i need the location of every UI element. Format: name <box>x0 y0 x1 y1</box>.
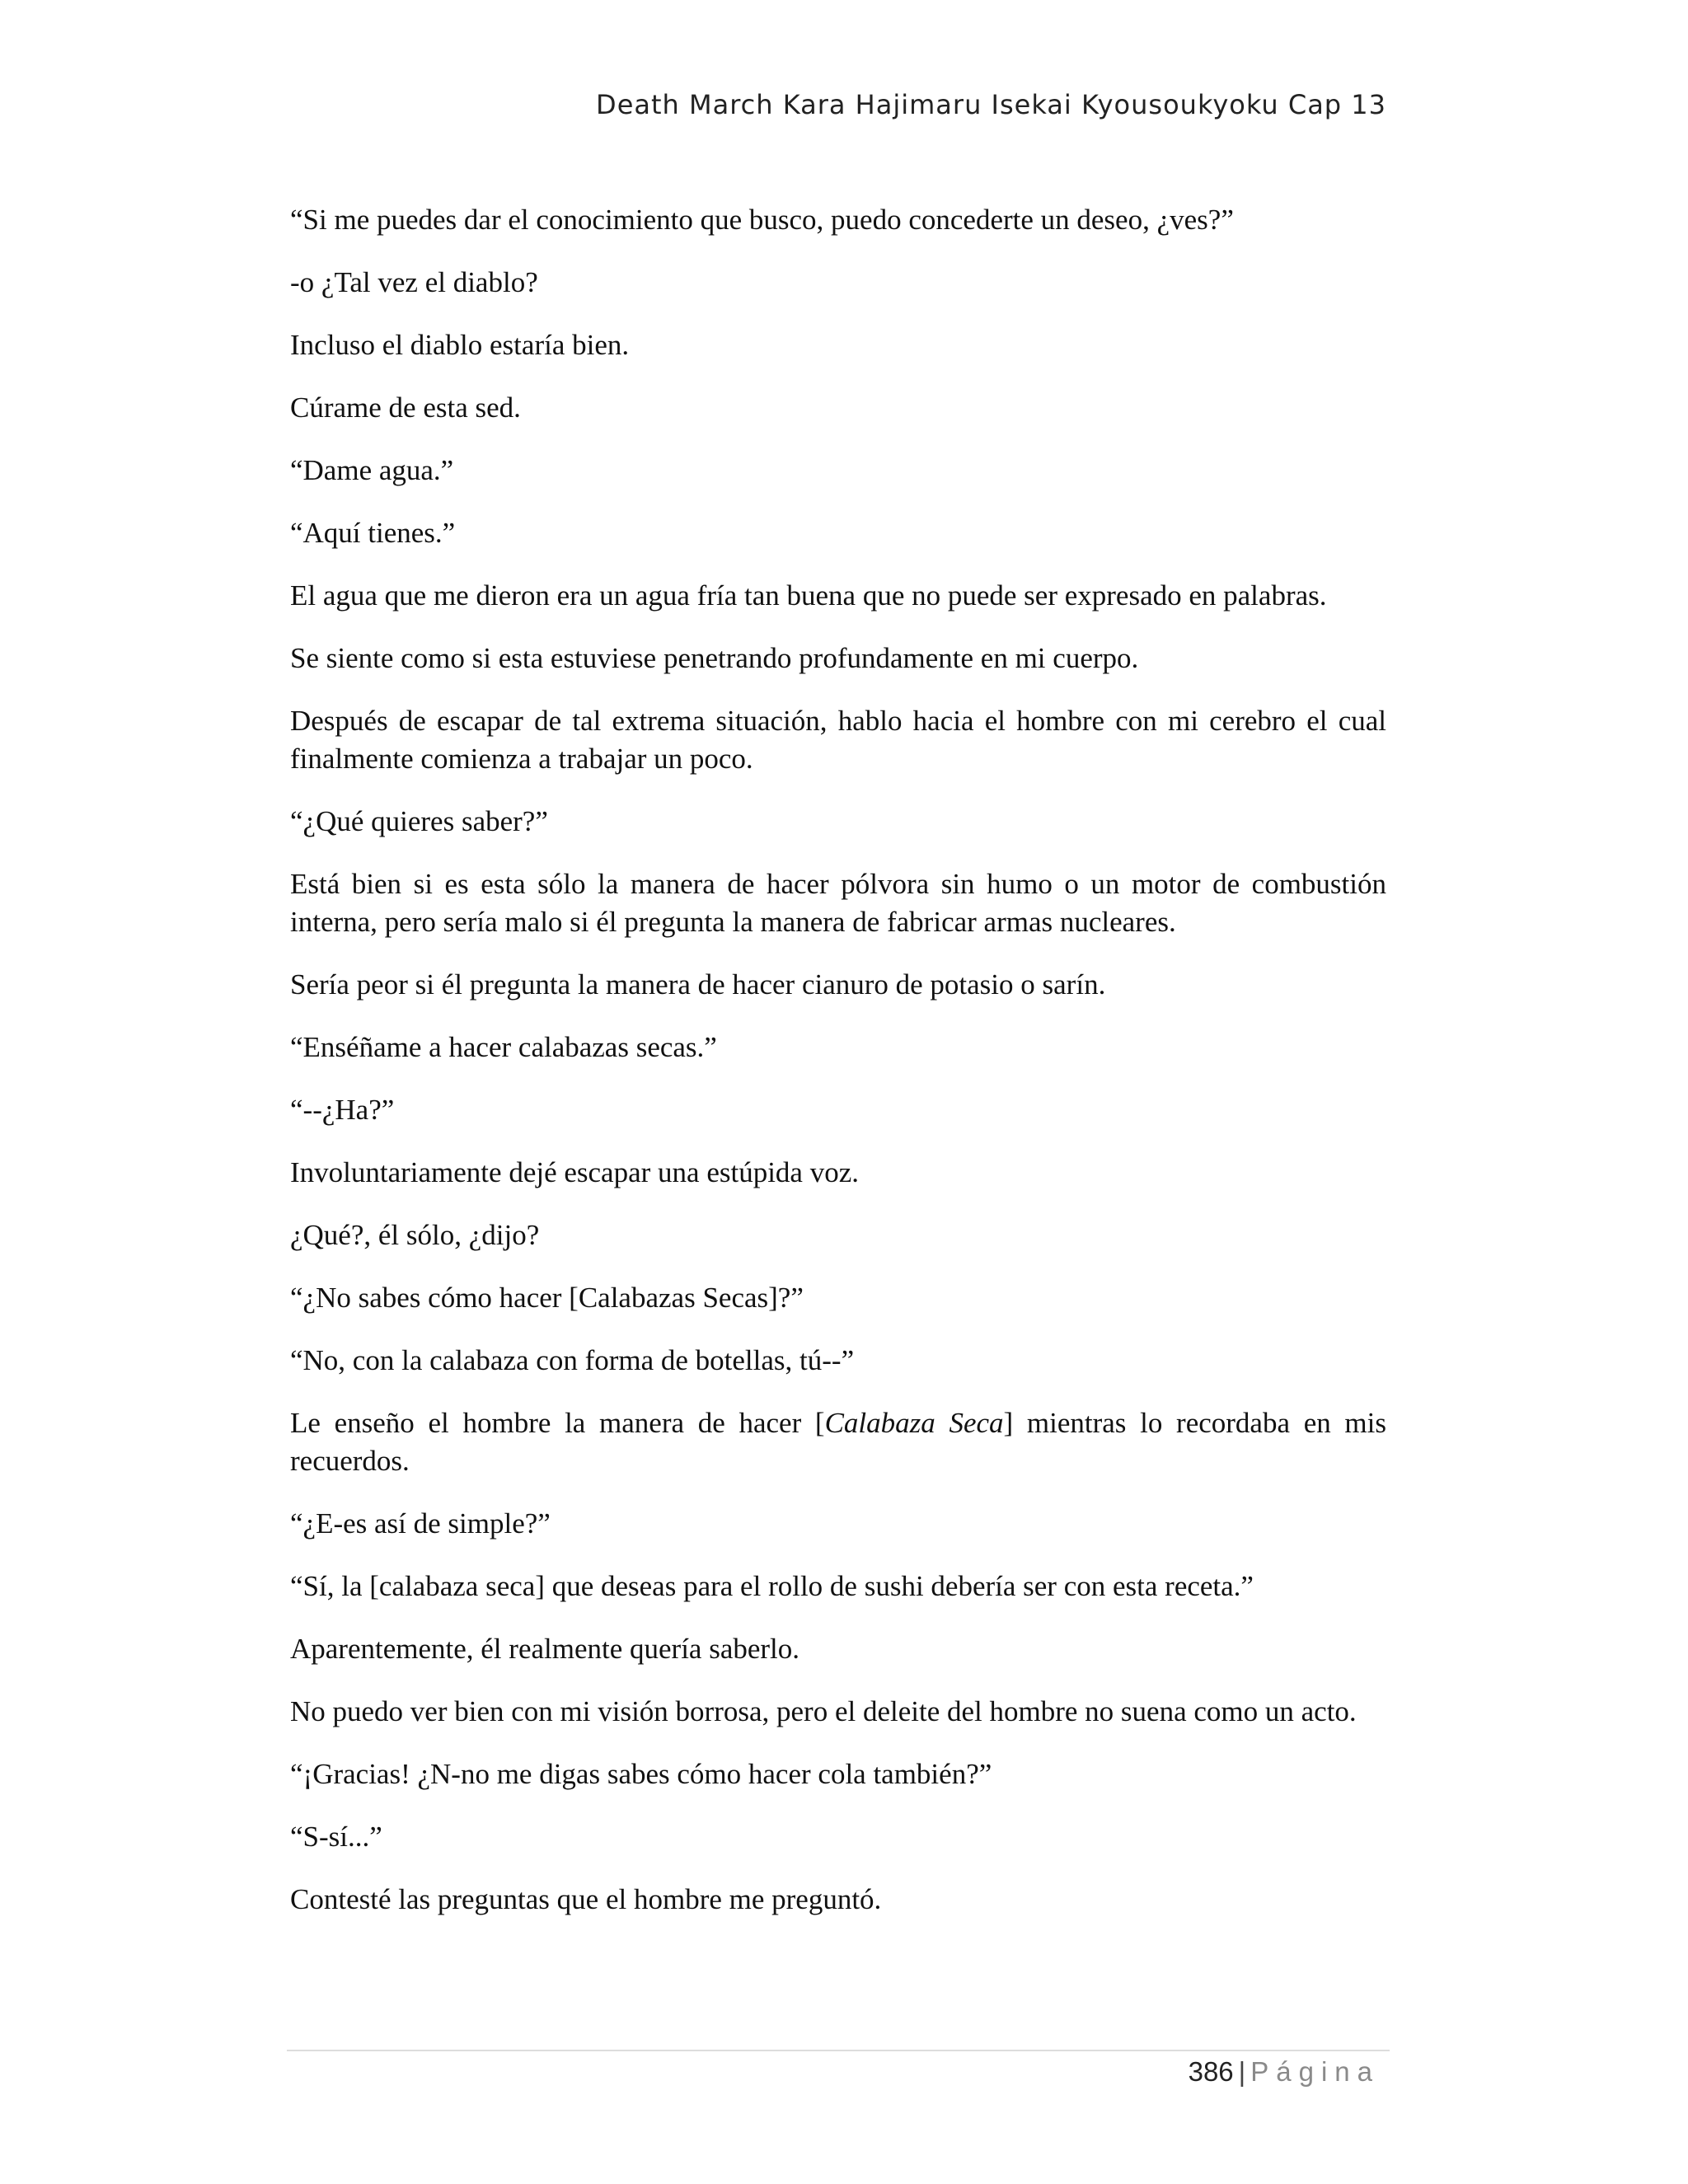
paragraph: Se siente como si esta estuviese penetrando profundamente en mi cuerpo. <box>290 642 1139 674</box>
italic-term: Calabaza Seca <box>824 1407 1004 1439</box>
page-body <box>290 201 1386 1943</box>
paragraph: No puedo ver bien con mi visión borrosa, pero el deleite del hombre no suena como un acto. <box>290 1695 1357 1727</box>
paragraph: “Aquí tienes.” <box>290 517 456 549</box>
paragraph: -o ¿Tal vez el diablo? <box>290 266 538 298</box>
paragraph: “--¿Ha?” <box>290 1094 395 1126</box>
paragraph: “¿E-es así de simple?” <box>290 1507 551 1540</box>
paragraph: Contesté las preguntas que el hombre me preguntó. <box>290 1883 882 1915</box>
paragraph-text: Le enseño el hombre la manera de hacer [ <box>290 1407 825 1439</box>
paragraph: “Dame agua.” <box>290 454 454 486</box>
paragraph: “No, con la calabaza con forma de botellas, tú--” <box>290 1344 855 1376</box>
paragraph: ¿Qué?, él sólo, ¿dijo? <box>290 1219 540 1251</box>
paragraph <box>290 1404 1386 1480</box>
paragraph: “Sí, la [calabaza seca] que deseas para el rollo de sushi debería ser con esta receta.” <box>290 1570 1254 1602</box>
page-number: 386 <box>1188 2056 1234 2087</box>
paragraph: “¿Qué quieres saber?” <box>290 805 548 837</box>
paragraph: “Enséñame a hacer calabazas secas.” <box>290 1031 717 1063</box>
paragraph: “S-sí...” <box>290 1821 382 1853</box>
paragraph: Involuntariamente dejé escapar una estúpida voz. <box>290 1156 859 1188</box>
paragraph: El agua que me dieron era un agua fría tan buena que no puede ser expresado en palabras. <box>290 579 1327 612</box>
paragraph: Cúrame de esta sed. <box>290 391 521 424</box>
paragraph: “¡Gracias! ¿N-no me digas sabes cómo hacer cola también?” <box>290 1758 992 1790</box>
paragraph: Está bien si es esta sólo la manera de hacer pólvora sin humo o un motor de combustión interna, pero sería malo si él pregunta la manera de fabricar armas nucleares. <box>290 868 1386 938</box>
paragraph: Incluso el diablo estaría bien. <box>290 329 630 361</box>
paragraph: Sería peor si él pregunta la manera de hacer cianuro de potasio o sarín. <box>290 968 1106 1001</box>
paragraph-text: ] mientras lo recordaba en mis recuerdos. <box>290 1407 1387 1477</box>
paragraph: Aparentemente, él realmente quería saberlo. <box>290 1633 800 1665</box>
footer-separator: | <box>1238 2056 1246 2087</box>
paragraph: “Si me puedes dar el conocimiento que busco, puedo concederte un deseo, ¿ves?” <box>290 204 1234 236</box>
running-header: Death March Kara Hajimaru Isekai Kyousoukyoku Cap 13 <box>596 89 1386 120</box>
footer-divider <box>287 2050 1390 2051</box>
paragraph: “¿No sabes cómo hacer [Calabazas Secas]?” <box>290 1282 804 1314</box>
paragraph: Después de escapar de tal extrema situación, hablo hacia el hombre con mi cerebro el cual finalmente comienza a trabajar un poco. <box>290 705 1386 775</box>
page-label: Página <box>1250 2056 1380 2087</box>
page-footer <box>1189 2056 1380 2088</box>
